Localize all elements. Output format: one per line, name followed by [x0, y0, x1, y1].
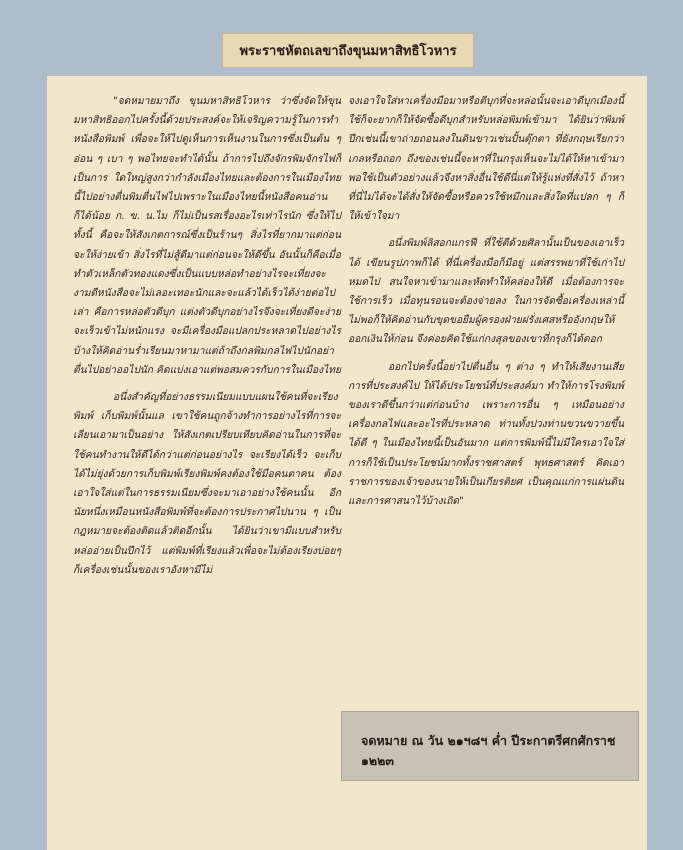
- paragraph: ออกไปครั้งนี้อย่าไปตื่นอื่น ๆ ต่าง ๆ ทำให้เสียงานเสียการที่ประสงค์ไป ให้ได้ประโยชน์ที่ประสงค์มา ทำให้การโรงพิมพ์ของเราดีขึ้นกว่าแต่ก่อนบ้าง เพราะการอื่น ๆ เหมือนอย่างเครื่องกลไฟและอะไรที่ประหลาด ท่านทั้งปวงท่านขวนขวายขึ้นได้ดี ๆ ในเมืองไทยนี้เป็นอันมาก แต่การพิมพ์นี้ไม่มีใครเอาใจใส่ การก็ใช้เป็นประโยชน์มากทั้งราชศาสตร์ พุทธศาสตร์ คิดเอาราชการของเจ้าของนายให้เป็นเกียรติยศ เป็นคุณแก่การแผ่นดินและการศาสนาไว้บ้างเถิด": [348, 361, 624, 508]
- date-box: [341, 711, 639, 781]
- paragraph: "จดหมายมาถึง ขุนมหาสิทธิโวหาร ว่าซึ่งจัดให้ขุนมหาสิทธิออกไปครั้งนี้ด้วยประสงค์จะให้เจริญความรู้ในการทำหนังสือพิมพ์ เพื่อจะให้ไปดูเห็นการเห็นงานในการซึ่งเป็นต้น ๆ อ่อน ๆ เบา ๆ พอไทยจะทำได้นั้น ถ้าการไปถึงจักรพิมจักรไฟก็เป็นการ ใดใหญ่สูงกว่ากำลังเมืองไทยและต้องการในเมืองไทยนี้ไปอย่างตื่นพิมตื่นไฟไปเพราะในเมืองไทยนี้หนังสือคนอ่านก็ได้น้อย ก. ข. น.ไม ก็ไม่เป็นรสเรื่องอะไรเท่าไรนัก ซึ่งให้ไปทั้งนี้ คือจะให้สังเกตการณ์ซึ่งเป็นร้านๆ สิ่งไรที่ยากมาแต่ก่อนจะให้ง่ายเข้า สิ่งไรที่ไม่สู้ดีมาแต่ก่อนจะให้ดีขึ้น อันนั้นก็คือเมื่อทำตัวเหล็กตัวทองแดงซึ่งเป็นแบบหล่อทำอย่างไรจะเที่ยงจะงามดีหนังสือจะไม่เลอะเทอะนักและจะแล้วได้เร็วได้ง่ายต่อไปเล่า คือการหล่อตัวดีบุก แต่งตัวดีบุกอย่างไรจึงจะเที่ยงดีจะง่ายจะเร็วเข้าไม่หนักแรง จะมีเครื่องมือแปลกประหลาดไปอย่างไรบ้างให้คิดอ่านร่ำเรียนมาหามาแต่ถ้าถึงกลพิมกลไฟไปนักอย่าตื่นไปอย่าออไปนัก คิดแบ่งเอาแต่พอสมควรกับการในเมืองไทย: [73, 96, 341, 376]
- date-note: จดหมาย ณ วัน ๒๑ฯ๘ฯ ค่ำ ปีระกาตรีศกศักราช ๑๒๒๓: [361, 733, 616, 768]
- left-column: [73, 92, 341, 588]
- paragraph: อนึ่งสำคัญที่อย่างธรรมเนียมแบบแผนใช้คนที่จะเรียงพิมพ์ เก็บพิมพ์นั้นแล เขาใช้คนถูกจ้างทำการอย่างไรที่การจะเลียนเอามาเป็นอย่าง ให้สังเกตเปรียบเทียบคิดอ่านในการที่จะใช้คนทำงานให้ดีได้กว่าแต่ก่อนอย่างไร จะเรียงได้เร็ว จะเก็บได้ไม่ยุ่งด้วยการเก็บพิมพ์เรียงพิมพ์คงต้องใช้มือคนตาคน ต้องเอาใจใส่แต่ในการธรรมเนียมซึ่งจะมาเอาอย่างใช้คนนั้น อีกนัยหนึ่งเหมือนหนังสือพิมพ์ที่จะต้องการประกาศไปนาน ๆ เป็นกฎหมายจะต้องติดแล้วติดอีกนั้น ได้ยินว่าเขามีแบบสำหรับหล่ออ่ายเป็นปึกไว้ แต่พิมพ์ที่เรียงแล้วเพื่อจะไม่ต้องเรียงบ่อยๆ ก็เครื่องเช่นนั้นของเราอังหามีไม่: [73, 392, 341, 576]
- page-title: พระราชหัตถเลขาถึงขุนมหาสิทธิโวหาร: [239, 44, 457, 59]
- right-column: [348, 92, 624, 519]
- paragraph: อนึ่งพิมพ์ลิสอกแกรฟี ที่ใช้ตีด้วยศิลานั้นเป็นของเอาเร็วได้ เขียนรูปภาพก็ได้ ที่นี่เครื่องมือก็มีอยู่ แต่สรรพยาที่ใช้เก่าไปหมดไป สนใจหาเข้ามาและหัดทำให้คล่องให้ดี เมื่อต้องการจะใช้การเร็ว เมื่อทุนรอนจะต้องจ่ายลง ในการจัดซื้อเครื่องเหล่านี้ไม่พอก็ให้คิดอ่านกับขุดขอยืมผู้ครองฝ่ายฝรั่งเศสหรืออังกฤษให้ออกเงินให้ก่อน จึงค่อยคิดใช้แก่กงสุลของเขาที่กรุงก็ได้ดอก: [348, 238, 624, 346]
- paragraph: จงเอาใจใส่หาเครื่องมือมาหรือตีบุกที่จะหล่อนั้นจะเอาดีบุกเมืองนี้ใช้ก็จะยากก็ให้จัดซื้อดีบุกสำหรับหล่อพิมพ์เข้ามา ได้ยินว่าพิมพ์ปึกเช่นนี้เขาถ่ายถอนลงในดินขาวเช่นปั้นตุ๊กตา ที่ยังกฤษเรียกว่าเกลหรือถอก ถึงของเช่นนี้จะหาที่ในกรุงเห็นจะไม่ได้ให้หาเข้ามาพอใช้เป็นตัวอย่างแล้วจึงหาสิ่งอื่นใช้ดีนี่แต่ให้รู้แห่งที่สั่งไว้ ถ้าหาที่นี่ไม่ได้จะได้สั่งให้จัดซื้อหรือควรใช้หมึกและสิ่งใดที่แปลก ๆ ก็ให้เข้าใจมา: [348, 96, 624, 223]
- title-box: [222, 33, 474, 68]
